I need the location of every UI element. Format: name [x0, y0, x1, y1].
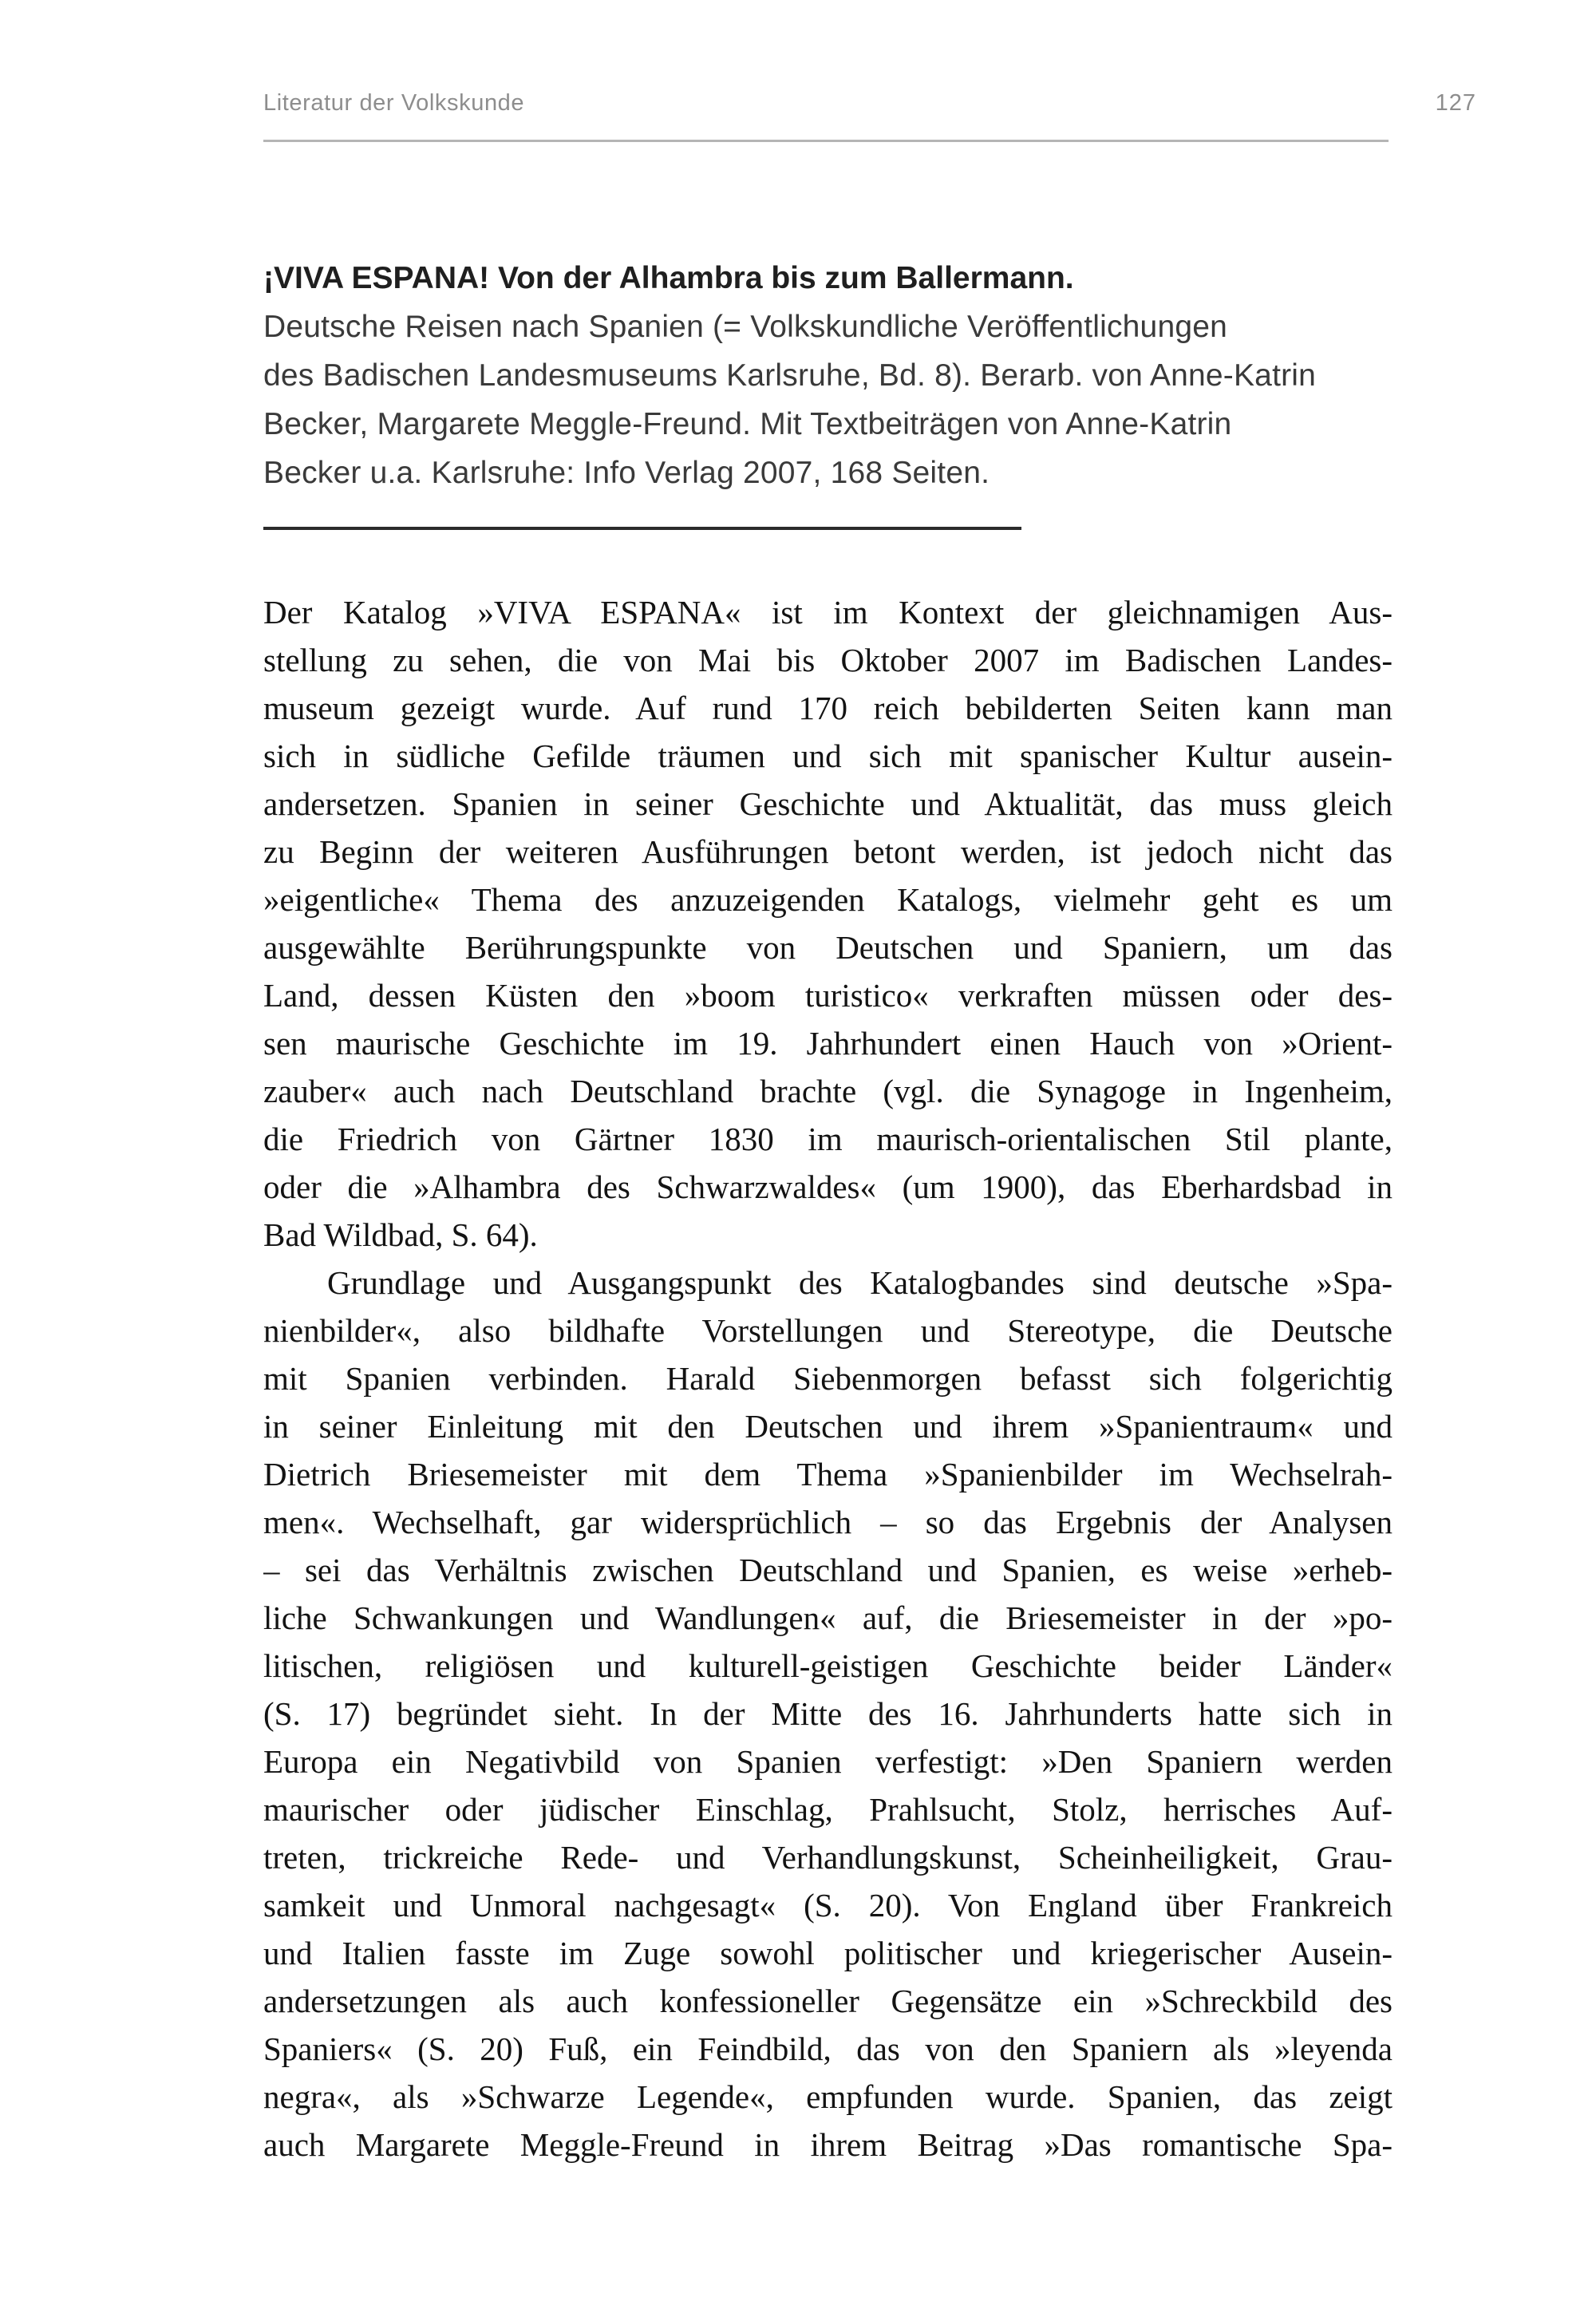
- review-title: ¡VIVA ESPANA! Von der Alhambra bis zum Ballermann.: [263, 261, 1074, 295]
- body-line: die Friedrich von Gärtner 1830 im maurisch-orientalischen Stil plante,: [263, 1121, 1393, 1157]
- body-line: zauber« auch nach Deutschland brachte (vgl. die Synagoge in Ingenheim,: [263, 1073, 1393, 1109]
- body-line: liche Schwankungen und Wandlungen« auf, die Briesemeister in der »po-: [263, 1599, 1393, 1636]
- body-text: [263, 588, 1393, 2169]
- body-line: ausgewählte Berührungspunkte von Deutschen und Spaniern, um das: [263, 929, 1393, 966]
- body-line: Bad Wildbad, S. 64).: [263, 1216, 538, 1253]
- running-header: Literatur der Volkskunde: [263, 90, 525, 116]
- body-line: und Italien fasste im Zuge sowohl politischer und kriegerischer Ausein-: [263, 1935, 1393, 1971]
- body-line: sich in südliche Gefilde träumen und sich mit spanischer Kultur ausein-: [263, 737, 1393, 774]
- body-line: Spaniers« (S. 20) Fuß, ein Feindbild, das von den Spaniern als »leyenda: [263, 2030, 1393, 2067]
- body-line: zu Beginn der weiteren Ausführungen betont werden, ist jedoch nicht das: [263, 833, 1393, 870]
- review-subtitle-line: Deutsche Reisen nach Spanien (= Volkskundliche Veröffentlichungen: [263, 310, 1228, 344]
- body-line: – sei das Verhältnis zwischen Deutschland und Spanien, es weise »erheb-: [263, 1552, 1393, 1588]
- page-number: 127: [1435, 90, 1476, 116]
- body-line: auch Margarete Meggle-Freund in ihrem Beitrag »Das romantische Spa-: [263, 2126, 1393, 2163]
- body-line: Der Katalog »VIVA ESPANA« ist im Kontext der gleichnamigen Aus-: [263, 594, 1393, 631]
- body-line: andersetzen. Spanien in seiner Geschichte und Aktualität, das muss gleich: [263, 785, 1393, 822]
- body-line: oder die »Alhambra des Schwarzwaldes« (um 1900), das Eberhardsbad in: [263, 1168, 1393, 1205]
- body-line: men«. Wechselhaft, gar widersprüchlich – so das Ergebnis der Analysen: [263, 1504, 1393, 1540]
- body-line: maurischer oder jüdischer Einschlag, Prahlsucht, Stolz, herrisches Auf-: [263, 1791, 1393, 1828]
- header-rule: [263, 140, 1389, 142]
- body-line: negra«, als »Schwarze Legende«, empfunden wurde. Spanien, das zeigt: [263, 2078, 1393, 2115]
- body-line: museum gezeigt wurde. Auf rund 170 reich bebilderten Seiten kann man: [263, 690, 1393, 726]
- body-line: Land, dessen Küsten den »boom turistico« verkraften müssen oder des-: [263, 977, 1393, 1014]
- body-line: Grundlage und Ausgangspunkt des Katalogbandes sind deutsche »Spa-: [327, 1264, 1393, 1301]
- title-rule: [263, 527, 1021, 530]
- body-line: treten, trickreiche Rede- und Verhandlungskunst, Scheinheiligkeit, Grau-: [263, 1839, 1393, 1876]
- body-line: samkeit und Unmoral nachgesagt« (S. 20). Von England über Frankreich: [263, 1887, 1393, 1924]
- body-line: litischen, religiösen und kulturell-geistigen Geschichte beider Länder«: [263, 1647, 1393, 1684]
- body-line: sen maurische Geschichte im 19. Jahrhundert einen Hauch von »Orient-: [263, 1025, 1393, 1062]
- body-line: stellung zu sehen, die von Mai bis Oktober 2007 im Badischen Landes-: [263, 642, 1393, 678]
- review-subtitle-line: Becker u.a. Karlsruhe: Info Verlag 2007, 168 Seiten.: [263, 456, 990, 490]
- body-line: »eigentliche« Thema des anzuzeigenden Katalogs, vielmehr geht es um: [263, 881, 1393, 918]
- review-title-block: [263, 254, 1436, 497]
- body-line: in seiner Einleitung mit den Deutschen und ihrem »Spanientraum« und: [263, 1408, 1393, 1445]
- review-subtitle-line: Becker, Margarete Meggle-Freund. Mit Textbeiträgen von Anne-Katrin: [263, 407, 1232, 441]
- body-line: Dietrich Briesemeister mit dem Thema »Spanienbilder im Wechselrah-: [263, 1456, 1393, 1493]
- body-line: (S. 17) begründet sieht. In der Mitte des 16. Jahrhunderts hatte sich in: [263, 1695, 1393, 1732]
- body-line: andersetzungen als auch konfessioneller Gegensätze ein »Schreckbild des: [263, 1983, 1393, 2019]
- body-line: Europa ein Negativbild von Spanien verfestigt: »Den Spaniern werden: [263, 1743, 1393, 1780]
- body-line: mit Spanien verbinden. Harald Siebenmorgen befasst sich folgerichtig: [263, 1360, 1393, 1397]
- review-subtitle-line: des Badischen Landesmuseums Karlsruhe, Bd. 8). Berarb. von Anne-Katrin: [263, 358, 1317, 393]
- body-line: nienbilder«, also bildhafte Vorstellungen und Stereotype, die Deutsche: [263, 1312, 1393, 1349]
